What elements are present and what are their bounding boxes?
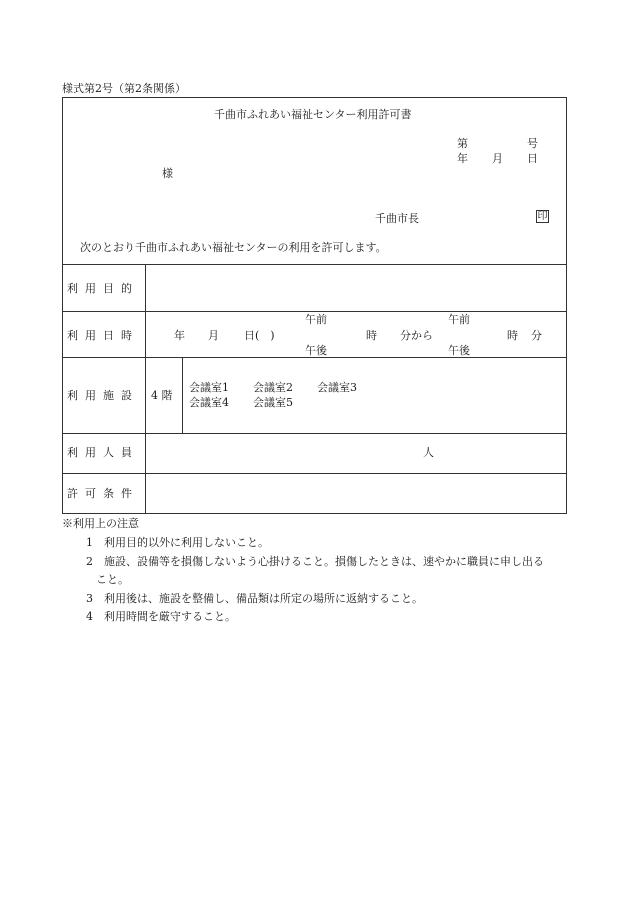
row-label-people: 利用人員: [67, 446, 139, 459]
room-option: 会議室3: [317, 381, 357, 394]
row-label-conditions: 許可条件: [67, 487, 139, 500]
datetime-year: 年: [174, 329, 185, 342]
row-label-facility: 利用施設: [67, 389, 139, 402]
datetime-month: 月: [208, 329, 219, 342]
datetime-minute-end: 分: [531, 329, 542, 342]
issuer-name: 千曲市長: [375, 212, 419, 225]
room-option: 会議室4: [189, 396, 229, 409]
permit-statement: 次のとおり千曲市ふれあい福祉センターの利用を許可します。: [80, 241, 387, 254]
row-label-purpose: 利用目的: [67, 282, 139, 295]
datetime-hour: 時: [366, 329, 377, 342]
permit-title: 千曲市ふれあい福祉センター利用許可書: [214, 108, 412, 121]
addressee-suffix: 様: [162, 167, 173, 180]
note-item: 3 利用後は、施設を整備し、備品類は所定の場所に返納すること。: [86, 592, 423, 605]
people-unit: 人: [423, 446, 434, 459]
divider-people: [63, 473, 566, 474]
divider-facility: [63, 433, 566, 434]
note-item-continuation: こと。: [96, 573, 129, 586]
room-option: 会議室2: [253, 381, 293, 394]
datetime-pm: 午後: [305, 344, 327, 357]
datetime-day-weekday: 日( ): [244, 329, 275, 342]
number-suffix: 号: [527, 137, 538, 150]
row-label-datetime: 利用日時: [67, 329, 139, 342]
datetime-minute-from: 分から: [400, 329, 433, 342]
facility-floor: 4 階: [151, 389, 173, 402]
date-year: 年: [457, 152, 468, 165]
divider-datetime: [63, 357, 566, 358]
divider-header: [63, 264, 566, 265]
datetime-am-end: 午前: [448, 313, 470, 326]
datetime-hour-end: 時: [507, 329, 518, 342]
datetime-pm-end: 午後: [448, 344, 470, 357]
room-option: 会議室5: [253, 396, 293, 409]
note-item: 4 利用時間を厳守すること。: [86, 610, 236, 623]
note-item: 2 施設、設備等を損傷しないよう心掛けること。損傷したときは、速やかに職員に申し出る: [86, 555, 544, 568]
seal-mark: 印: [537, 211, 548, 222]
notes-title: ※利用上の注意: [62, 517, 139, 530]
room-option: 会議室1: [189, 381, 229, 394]
date-month: 月: [492, 152, 503, 165]
floor-column-divider: [182, 357, 183, 433]
number-prefix: 第: [457, 137, 468, 150]
divider-purpose: [63, 311, 566, 312]
form-number-label: 様式第2号（第2条関係）: [62, 82, 186, 95]
label-column-divider: [145, 264, 146, 514]
datetime-am: 午前: [305, 313, 327, 326]
date-day: 日: [527, 152, 538, 165]
note-item: 1 利用目的以外に利用しないこと。: [86, 536, 269, 549]
